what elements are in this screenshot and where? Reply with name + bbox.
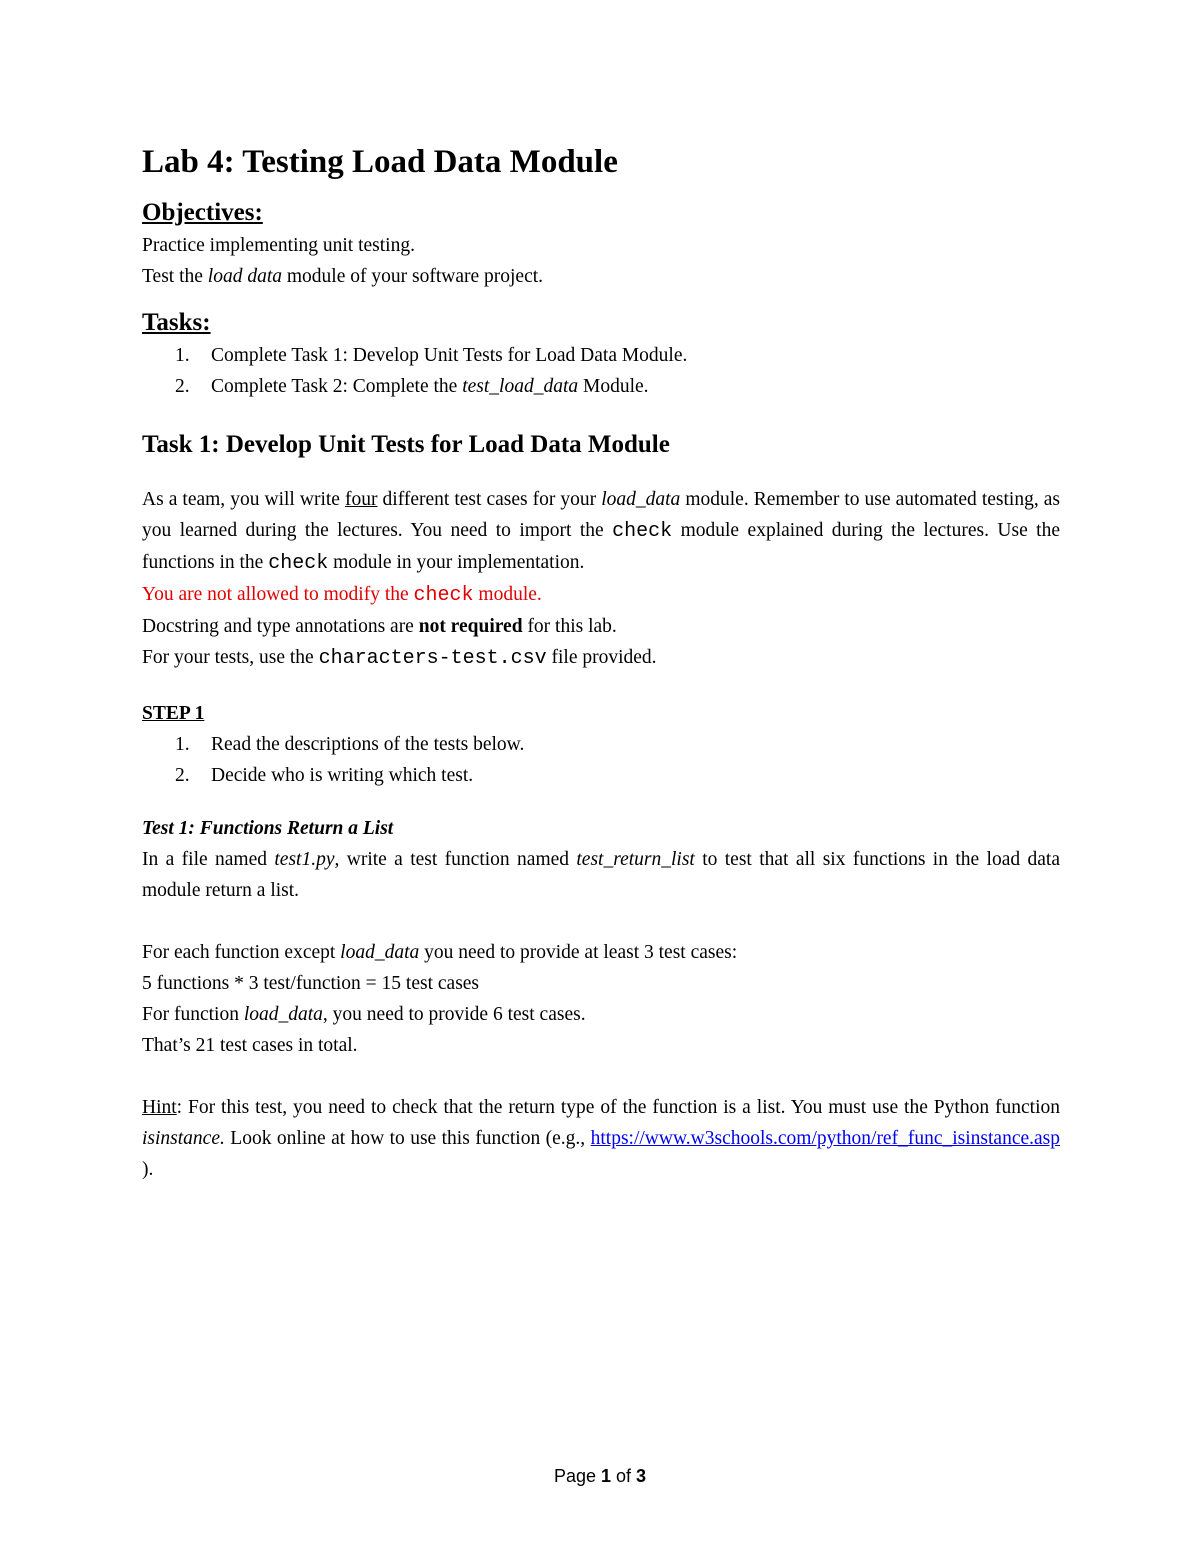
- text-run: For your tests, use the: [142, 647, 319, 668]
- page-total: 3: [636, 1466, 647, 1486]
- step1-heading: STEP 1: [142, 703, 205, 724]
- test1-paragraph: [142, 844, 1060, 906]
- text-run: As a team, you will write: [142, 489, 345, 510]
- warning-line: [142, 579, 1060, 611]
- tasks-heading: Tasks:: [142, 309, 211, 336]
- text-run: For function: [142, 1004, 244, 1025]
- text-run-italic: test1.py: [274, 849, 335, 870]
- hint-paragraph: [142, 1092, 1060, 1185]
- text-run: different test cases for your: [377, 489, 602, 510]
- text-run: Test the: [142, 266, 208, 287]
- text-run: Complete Task 1: Develop Unit Tests for Load Data Module.: [211, 345, 688, 366]
- text-run: module in your implementation.: [328, 552, 585, 573]
- list-text: Read the descriptions of the tests below.: [211, 734, 525, 755]
- text-run: Module.: [578, 376, 649, 397]
- page-footer: [0, 1466, 1200, 1487]
- text-run: In a file named: [142, 849, 275, 870]
- text-run: ).: [142, 1159, 154, 1180]
- task1-heading: Task 1: Develop Unit Tests for Load Data Module: [142, 431, 670, 458]
- code-text: check: [268, 552, 329, 575]
- text-run-italic: load data: [207, 266, 283, 287]
- list-number: 2.: [175, 765, 190, 786]
- page-number: 1: [601, 1466, 612, 1486]
- list-item: [142, 371, 1060, 402]
- text-run: For each function except: [142, 942, 341, 963]
- list-text: [211, 340, 687, 371]
- test-case-line-1: [142, 937, 1060, 968]
- text-run: you need to provide at least 3 test cases:: [419, 942, 738, 963]
- test1-heading: Test 1: Functions Return a List: [142, 818, 394, 839]
- page-title: Lab 4: Testing Load Data Module: [142, 144, 618, 180]
- text-run: for this lab.: [522, 616, 617, 637]
- list-number: 1.: [175, 734, 190, 755]
- text-run-italic: test_load_data: [462, 376, 579, 397]
- hint-label: Hint: [142, 1097, 177, 1118]
- text-run: Look online at how to use this function (e.g.,: [224, 1128, 591, 1149]
- isinstance-reference-link[interactable]: https://www.w3schools.com/python/ref_func_isinstance.asp: [590, 1128, 1060, 1149]
- text-run: : For this test, you need to check that the return type of the function is a list. You must use the Python function: [176, 1097, 1060, 1118]
- list-item: [142, 340, 1060, 371]
- test-case-line-2: 5 functions * 3 test/function = 15 test cases: [142, 973, 480, 994]
- text-run: You are not allowed to modify the: [142, 584, 414, 605]
- text-run: module.: [473, 584, 542, 605]
- page-of-label: of: [611, 1466, 637, 1486]
- docstring-line: [142, 611, 1060, 642]
- tests-file-line: [142, 642, 1060, 674]
- code-text: check: [612, 520, 673, 543]
- text-run-italic: load_data: [601, 489, 681, 510]
- text-run-bold: not required: [418, 616, 523, 637]
- list-text: Decide who is writing which test.: [211, 765, 474, 786]
- test-case-line-3: [142, 999, 1060, 1030]
- objective-line-1: Practice implementing unit testing.: [142, 235, 415, 256]
- objectives-heading: Objectives:: [142, 199, 263, 226]
- text-run: , write a test function named: [334, 849, 577, 870]
- text-run: module. Remember to use automated testing, as you learned during the lectures. You need to import the: [142, 489, 1061, 541]
- text-run: Complete Task 2: Complete the: [211, 376, 463, 397]
- list-item: [142, 729, 1060, 760]
- list-text: [211, 371, 649, 402]
- objective-line-2: [142, 261, 1060, 292]
- text-run: , you need to provide 6 test cases.: [322, 1004, 586, 1025]
- list-number: 1.: [175, 345, 190, 366]
- page-label: Page: [553, 1466, 601, 1486]
- task1-paragraph: [142, 484, 1060, 579]
- text-run: file provided.: [546, 647, 657, 668]
- text-run-underline: four: [345, 489, 378, 510]
- code-text: check: [413, 584, 474, 607]
- code-text: characters-test.csv: [318, 647, 547, 670]
- list-number: 2.: [175, 376, 190, 397]
- text-run: to test that all six functions in the load data module return a list.: [142, 849, 1060, 901]
- text-run: module of your software project.: [282, 266, 544, 287]
- text-run: module explained during the lectures. Use the functions in the: [142, 520, 1061, 573]
- document-content: [142, 140, 1060, 1185]
- test-case-line-4: That’s 21 test cases in total.: [142, 1035, 358, 1056]
- step1-list: [142, 729, 1060, 791]
- text-run-italic: load_data: [243, 1004, 323, 1025]
- tasks-list: [142, 340, 1060, 402]
- text-run-italic: load_data: [340, 942, 420, 963]
- text-run-italic: test_return_list: [576, 849, 695, 870]
- text-run-italic: isinstance.: [142, 1128, 225, 1149]
- text-run: Docstring and type annotations are: [142, 616, 419, 637]
- list-item: [142, 760, 1060, 791]
